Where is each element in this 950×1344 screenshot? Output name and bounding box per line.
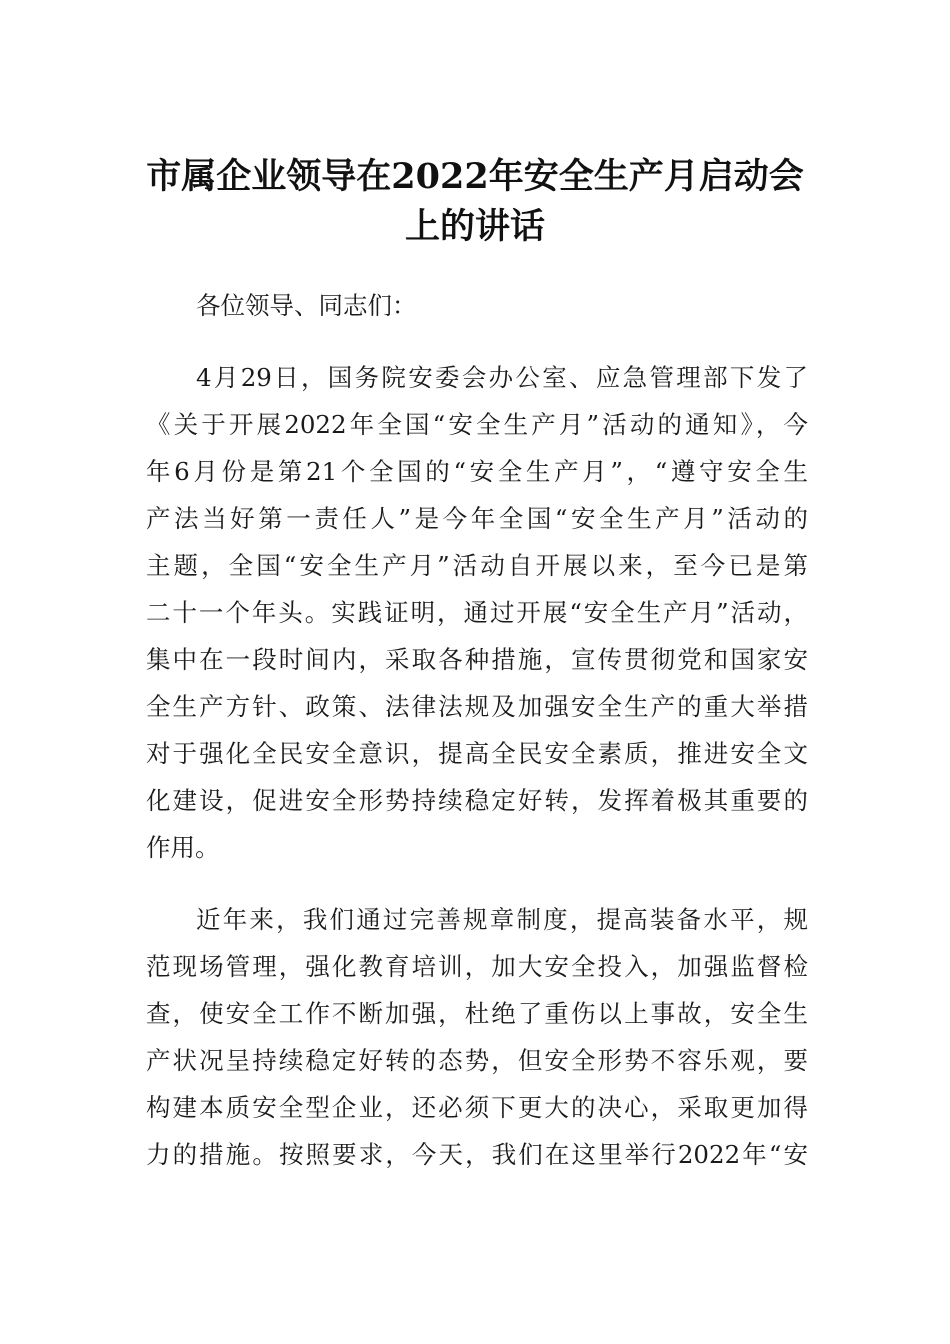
- paragraph-line: 查，使安全工作不断加强，杜绝了重伤以上事故，安全生: [146, 999, 808, 1028]
- title-line-1: 市属企业领导在2022年安全生产月启动会: [146, 156, 804, 197]
- paragraph-line: 主题，全国“安全生产月”活动自开展以来，至今已是第: [146, 551, 808, 580]
- paragraph-line: 对于强化全民安全意识，提高全民安全素质，推进安全文: [146, 739, 808, 768]
- paragraph-line: 产法当好第一责任人”是今年全国“安全生产月”活动的: [146, 504, 808, 533]
- paragraph-line: 化建设，促进安全形势持续稳定好转，发挥着极其重要的: [146, 786, 808, 815]
- paragraph-line: 年6月份是第21个全国的“安全生产月”，“遵守安全生: [146, 457, 808, 486]
- paragraph-line: 范现场管理，强化教育培训，加大安全投入，加强监督检: [146, 952, 808, 981]
- document-body: [146, 282, 808, 1178]
- paragraph-line: 构建本质安全型企业，还必须下更大的决心，采取更加得: [146, 1093, 808, 1122]
- paragraph-1: [146, 354, 808, 871]
- title-line-2: 上的讲话: [404, 206, 545, 247]
- paragraph-2: [146, 896, 808, 1178]
- paragraph-line: 力的措施。按照要求，今天，我们在这里举行2022年“安: [146, 1140, 808, 1169]
- salutation-paragraph: [146, 282, 808, 329]
- document-title: [100, 152, 850, 252]
- paragraph-line: 作用。: [146, 833, 220, 862]
- salutation-line: 各位领导、同志们：: [196, 291, 417, 320]
- paragraph-line: 全生产方针、政策、法律法规及加强安全生产的重大举措: [146, 692, 808, 721]
- paragraph-line: 《关于开展2022年全国“安全生产月”活动的通知》，今: [146, 410, 808, 439]
- paragraph-line: 4月29日，国务院安委会办公室、应急管理部下发了: [196, 363, 808, 392]
- paragraph-line: 产状况呈持续稳定好转的态势，但安全形势不容乐观，要: [146, 1046, 808, 1075]
- paragraph-line: 近年来，我们通过完善规章制度，提高装备水平，规: [196, 905, 808, 934]
- paragraph-line: 集中在一段时间内，采取各种措施，宣传贯彻党和国家安: [146, 645, 808, 674]
- paragraph-line: 二十一个年头。实践证明，通过开展“安全生产月”活动，: [146, 598, 808, 627]
